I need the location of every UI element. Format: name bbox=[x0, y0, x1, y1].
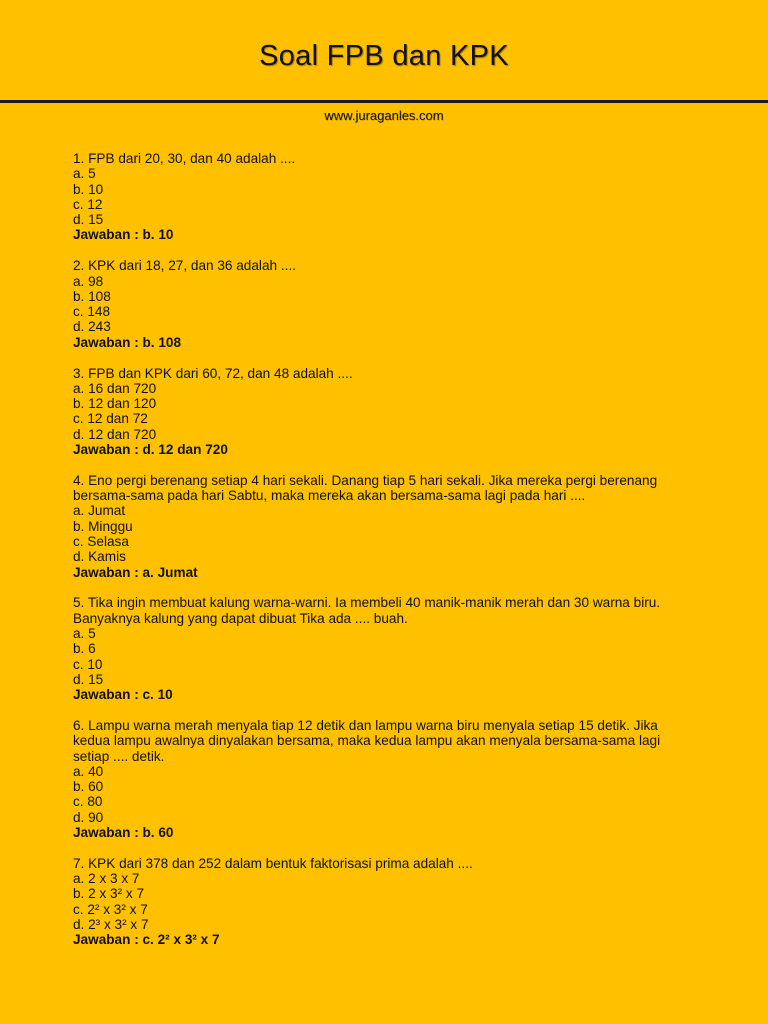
question-1 bbox=[73, 151, 703, 243]
question-stem-line-1: 6. Lampu warna merah menyala tiap 12 detik dan lampu warna biru menyala setiap 15 detik. Jika bbox=[73, 718, 658, 733]
option-c: c. 12 dan 72 bbox=[73, 411, 148, 427]
option-a: a. 98 bbox=[73, 273, 104, 289]
question-7 bbox=[73, 856, 703, 948]
option-b: b. 2 x 3² x 7 bbox=[73, 886, 145, 902]
answer-key: Jawaban : c. 10 bbox=[73, 687, 173, 703]
option-b: b. 60 bbox=[73, 779, 104, 795]
option-b: b. 6 bbox=[73, 641, 96, 657]
option-c: c. 148 bbox=[73, 304, 111, 320]
answer-key: Jawaban : b. 60 bbox=[73, 825, 174, 841]
option-d: d. 15 bbox=[73, 671, 104, 687]
option-c: c. Selasa bbox=[73, 534, 129, 550]
option-a: a. 5 bbox=[73, 626, 96, 642]
question-4 bbox=[73, 473, 703, 580]
header-divider bbox=[0, 100, 768, 103]
question-stem-line-3: setiap .... detik. bbox=[73, 748, 165, 764]
question-stem: 1. FPB dari 20, 30, dan 40 adalah .... bbox=[73, 151, 296, 166]
option-a: a. 5 bbox=[73, 166, 96, 182]
question-stem: 7. KPK dari 378 dan 252 dalam bentuk faktorisasi prima adalah .... bbox=[73, 855, 473, 871]
answer-key: Jawaban : d. 12 dan 720 bbox=[73, 442, 228, 458]
option-d: d. 243 bbox=[73, 319, 111, 335]
question-stem-line-1: 4. Eno pergi berenang setiap 4 hari sekali. Danang tiap 5 hari sekali. Jika mereka pergi berenang bbox=[73, 472, 658, 488]
option-c: c. 12 bbox=[73, 196, 103, 212]
option-c: c. 2² x 3² x 7 bbox=[73, 901, 148, 917]
option-b: b. 10 bbox=[73, 181, 104, 197]
question-2 bbox=[73, 258, 703, 350]
option-a: a. 2 x 3 x 7 bbox=[73, 871, 140, 887]
option-b: b. Minggu bbox=[73, 518, 133, 534]
question-stem-line-2: bersama-sama pada hari Sabtu, maka mereka akan bersama-sama lagi pada hari .... bbox=[73, 488, 586, 504]
question-stem: 2. KPK dari 18, 27, dan 36 adalah .... bbox=[73, 258, 296, 274]
website-url: www.juraganles.com bbox=[324, 108, 444, 123]
question-stem-line-2: Banyaknya kalung yang dapat dibuat Tika ada .... buah. bbox=[73, 610, 408, 626]
option-a: a. Jumat bbox=[73, 503, 126, 519]
page-title: Soal FPB dan KPK bbox=[259, 40, 509, 72]
option-d: d. 12 dan 720 bbox=[73, 426, 157, 442]
option-a: a. 40 bbox=[73, 763, 104, 779]
option-b: b. 108 bbox=[73, 288, 111, 304]
question-stem: 3. FPB dan KPK dari 60, 72, dan 48 adalah .... bbox=[73, 365, 353, 381]
option-d: d. 2³ x 3² x 7 bbox=[73, 917, 149, 933]
answer-key: Jawaban : a. Jumat bbox=[73, 564, 198, 580]
option-d: d. 90 bbox=[73, 809, 104, 825]
option-c: c. 10 bbox=[73, 656, 103, 672]
question-stem-line-2: kedua lampu awalnya dinyalakan bersama, maka kedua lampu akan menyala bersama-sama lagi bbox=[73, 733, 661, 749]
answer-key: Jawaban : b. 108 bbox=[73, 334, 182, 350]
option-a: a. 16 dan 720 bbox=[73, 380, 157, 396]
question-6 bbox=[73, 718, 703, 840]
option-c: c. 80 bbox=[73, 794, 103, 810]
option-d: d. 15 bbox=[73, 212, 104, 228]
question-3 bbox=[73, 366, 703, 458]
question-5 bbox=[73, 595, 703, 702]
option-d: d. Kamis bbox=[73, 549, 126, 565]
question-list bbox=[73, 151, 703, 963]
question-stem-line-1: 5. Tika ingin membuat kalung warna-warni. Ia membeli 40 manik-manik merah dan 30 warna biru. bbox=[73, 595, 661, 611]
option-b: b. 12 dan 120 bbox=[73, 396, 157, 412]
answer-key: Jawaban : b. 10 bbox=[73, 227, 174, 243]
answer-key: Jawaban : c. 2² x 3² x 7 bbox=[73, 932, 220, 948]
